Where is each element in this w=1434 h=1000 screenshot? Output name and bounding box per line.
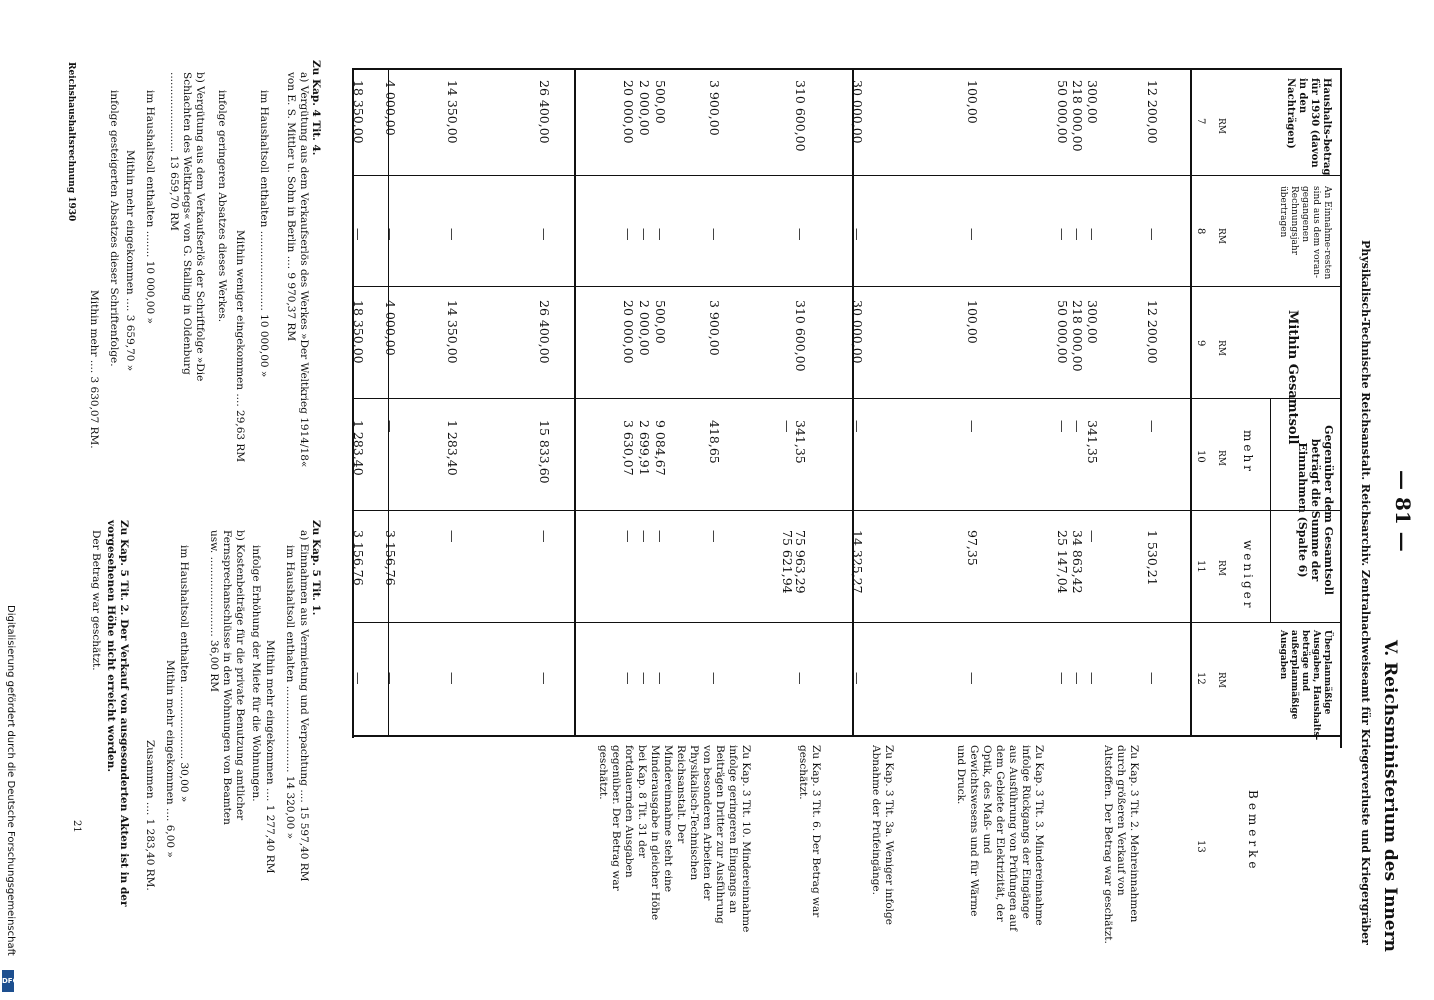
table-cell-c12: — — [707, 672, 722, 685]
column-divider — [352, 622, 1342, 623]
table-cell-c10: 9 084,67 — [653, 420, 668, 476]
table-cell-c10: 341,35 — [1085, 420, 1100, 464]
table-cell-c12: — — [383, 672, 398, 685]
footnote-kap4-a2: im Haushaltsoll enthalten ........................ 10 000,00 » — [258, 90, 270, 378]
footnote-kap5-b: b) Kostenbeiträge für die private Benutzung amtlicher Fernsprechanschlüsse in den Wohnungen von Beamten usw. ........................ 36,00 RM — [208, 530, 246, 825]
table-cell-c10: 341,35 — [793, 420, 808, 464]
table-cell-c10: 1 283,40 — [351, 420, 366, 476]
table-cell-c8: — — [351, 228, 366, 241]
table-cell-c11: — — [621, 530, 636, 543]
footer-page-number: 21 — [71, 820, 82, 833]
table-cell-c9: 30 000,00 — [850, 300, 865, 364]
table-cell-c12: — — [621, 672, 636, 685]
row-separator — [574, 68, 576, 736]
table-cell-c11: 1 530,21 — [1145, 530, 1160, 586]
table-cell-c8: — — [653, 228, 668, 241]
unit-8: RM — [1216, 228, 1226, 244]
table-cell-c9: 18 350,00 — [351, 300, 366, 364]
table-cell-c11: 25 147,04 — [1055, 530, 1070, 594]
col-header-9: Mithin Gesamtsoll — [1285, 310, 1300, 445]
table-cell-c10: 3 630,07 — [621, 420, 636, 476]
unit-7: RM — [1216, 118, 1226, 134]
table-cell-c10: — — [850, 420, 865, 433]
table-cell-c9: 50 000,00 — [1055, 300, 1070, 364]
table-cell-c11: 97,35 — [965, 530, 980, 566]
table-cell-c10: 1 283,40 — [445, 420, 460, 476]
footnote-kap4-a4: infolge geringeren Absatzes dieses Werkes. — [216, 90, 228, 323]
table-cell-c10: — — [1145, 420, 1160, 433]
table-cell-c8: — — [1055, 228, 1070, 241]
table-cell-c8: — — [1085, 228, 1100, 241]
col-number-12: 12 — [1195, 672, 1206, 685]
footnote-kap5-title: Zu Kap. 5 Tit. 1. — [310, 520, 322, 616]
column-divider — [352, 510, 1342, 511]
footnote-kap5-total: Zusammen .... 1 283,40 RM. — [144, 740, 156, 891]
table-cell-c9: 3 900,00 — [707, 300, 722, 356]
header-separator — [1190, 68, 1192, 736]
table-cell-c12: — — [1085, 672, 1100, 685]
table-cell-c7: 18 350,00 — [351, 80, 366, 144]
table-cell-c8: — — [707, 228, 722, 241]
col-header-10: mehr — [1241, 430, 1255, 474]
table-cell-c7: 12 200,00 — [1145, 80, 1160, 144]
table-cell-c9: 14 350,00 — [445, 300, 460, 364]
table-cell-c8: — — [537, 228, 552, 241]
table-cell-c7: 500,00 — [653, 80, 668, 124]
footnote-kap5-a2: im Haushaltsoll enthalten .......................... 14 320,00 » — [284, 545, 296, 840]
footnote-kap5-tit2: Zu Kap. 5 Tit. 2. Der Verkauf von ausgesonderten Akten ist in der vorgesehenen Höhe nicht erreicht worden. — [105, 520, 130, 907]
table-cell-c8: — — [1145, 228, 1160, 241]
remark-5: Zu Kap. 3 Tit. 10. Mindereinnahme infolge geringeren Eingangs an Beiträgen Dritter zur Ausführung von besonderen Arbeiten der Physikalisch-Technischen Reichsanstalt. Der Mindereinnahme steht eine Minderausgabe in gleicher Höhe bei Kap. 8 Tit. 31 der fortdauernden Ausgaben gegenüber. Der Betrag war geschätzt. — [597, 745, 752, 933]
sub-title: Physikalisch-Technische Reichsanstalt. Reichsarchiv. Zentralnachweiseamt für Kriegerverluste und Kriegergräber — [1359, 240, 1372, 945]
unit-10: RM — [1216, 450, 1226, 466]
table-cell-c10: — — [1070, 420, 1085, 433]
unit-12: RM — [1216, 672, 1226, 688]
table-cell-c7: 50 000,00 — [1055, 80, 1070, 144]
table-cell-c11: 3 156,76 — [351, 530, 366, 586]
table-cell-c12: — — [1055, 672, 1070, 685]
col-number-8: 8 — [1195, 228, 1206, 235]
table-cell-c11: — — [637, 530, 652, 543]
table-cell-c11: 3 156,76 — [383, 530, 398, 586]
remark-2: Zu Kap. 3 Tit. 3. Mindereinnahme infolge Rückgangs der Eingänge aus Ausführung von Prüfungen auf dem Gebiete der Elektrizität, der Optik, des Maß- und Gewichtswesens und für Wärme und Druck. — [955, 745, 1045, 932]
unit-11: RM — [1216, 560, 1226, 576]
footnote-kap4-total: Mithin mehr .... 3 630,07 RM. — [88, 290, 100, 449]
table-cell-c9: 26 400,00 — [537, 300, 552, 364]
unit-9: RM — [1216, 340, 1226, 356]
table-cell-c12: — — [793, 672, 808, 685]
col-number-13: 13 — [1195, 840, 1206, 853]
table-cell-c7: 310 600,00 — [793, 80, 808, 152]
table-cell-c7: 218 000,00 — [1070, 80, 1085, 152]
column-divider — [352, 68, 1342, 70]
table-cell-c10: — — [780, 420, 795, 433]
table-cell-c8: — — [621, 228, 636, 241]
footnote-kap4-a3: Mithin weniger eingekommen .... 29,63 RM — [234, 230, 246, 463]
col-header-12: Überplanmäßige Ausgaben, Haushalts-beträge und außerplanmäßige Ausgaben — [1278, 630, 1332, 741]
table-cell-c12: — — [965, 672, 980, 685]
footnote-kap5-tit2b: Der Betrag war geschätzt. — [90, 530, 102, 671]
table-outer-line — [352, 68, 354, 738]
table-cell-c12: — — [653, 672, 668, 685]
footnote-kap4-b3: Mithin mehr eingekommen .... 3 659,70 » — [124, 150, 136, 372]
table-cell-c12: — — [850, 672, 865, 685]
table-cell-c10: — — [383, 420, 398, 433]
table-outer-line-right — [1340, 68, 1342, 748]
table-cell-c11: — — [653, 530, 668, 543]
table-cell-c11: — — [707, 530, 722, 543]
footnote-kap4-b2: im Haushaltsoll enthalten ........ 10 000,00 » — [144, 90, 156, 324]
table-cell-c7: 4 000,00 — [383, 80, 398, 136]
table-cell-c12: — — [537, 672, 552, 685]
table-cell-c10: — — [1055, 420, 1070, 433]
remark-4: Zu Kap. 3 Tit. 6. Der Betrag war geschätzt. — [797, 745, 822, 918]
footnote-kap5-b2: im Haushaltsoll enthalten ...................... 30,00 » — [178, 545, 190, 803]
footnote-kap4-b4: infolge gesteigerten Absatzes dieser Schriftenfolge. — [108, 90, 120, 367]
row-separator — [388, 68, 389, 736]
column-divider — [352, 286, 1342, 287]
table-cell-c9: 310 600,00 — [793, 300, 808, 372]
column-divider — [352, 398, 1342, 399]
table-cell-c11: 75 963,29 — [793, 530, 808, 594]
remark-3: Zu Kap. 3 Tit. 3a. Weniger infolge Abnahme der Prüfeingänge. — [870, 745, 895, 925]
table-cell-c12: — — [445, 672, 460, 685]
col-number-9: 9 — [1195, 340, 1206, 347]
table-cell-c10: 418,65 — [707, 420, 722, 464]
group-header: Gegenüber dem Gesamtsoll beträgt die Summe der Einnahmen (Spalte 6) — [1296, 425, 1335, 595]
footnote-kap4-title: Zu Kap. 4 Tit. 4. — [310, 60, 322, 156]
table-cell-c10: 15 833,60 — [537, 420, 552, 484]
table-cell-c11: — — [445, 530, 460, 543]
footer-left: Reichshaushaltsrechnung 1930 — [66, 62, 76, 222]
table-cell-c9: 4 000,00 — [383, 300, 398, 356]
footnote-kap5-a3: Mithin mehr eingekommen .... 1 277,40 RM — [264, 640, 276, 874]
footnote-kap4-a: a) Vergütung aus dem Verkaufserlös des Werkes »Der Weltkrieg 1914/18« von E. S. Mittler u. Sohn in Berlin .... 9 970,37 RM — [285, 72, 310, 468]
table-cell-c7: 30 000,00 — [850, 80, 865, 144]
table-cell-c12: — — [637, 672, 652, 685]
col-number-11: 11 — [1195, 560, 1206, 573]
table-cell-c7: 14 350,00 — [445, 80, 460, 144]
col-number-7: 7 — [1195, 118, 1206, 125]
table-cell-c12: — — [351, 672, 366, 685]
table-cell-c8: — — [445, 228, 460, 241]
table-cell-c9: 300,00 — [1085, 300, 1100, 344]
table-cell-c11: — — [537, 530, 552, 543]
table-cell-c9: 2 000,00 — [637, 300, 652, 356]
table-cell-c7: 2 000,00 — [637, 80, 652, 136]
page-number: — 81 — — [1391, 470, 1415, 552]
table-cell-c11: — — [1085, 530, 1100, 543]
table-cell-c11: 34 863,42 — [1070, 530, 1085, 594]
column-divider — [352, 735, 1342, 737]
col-header-13: Bemerke — [1246, 790, 1260, 873]
table-cell-c8: — — [637, 228, 652, 241]
table-cell-c7: 3 900,00 — [707, 80, 722, 136]
table-cell-c11: 75 621,94 — [780, 530, 795, 594]
dfg-logo-icon: DFG — [2, 970, 14, 992]
col-header-8: An Einnahme-resten sind aus dem voran-gegangenen Rechnungsjahr übertragen — [1278, 186, 1332, 280]
table-cell-c7: 26 400,00 — [537, 80, 552, 144]
table-cell-c7: 20 000,00 — [621, 80, 636, 144]
table-cell-c8: — — [793, 228, 808, 241]
table-cell-c10: 2 699,91 — [637, 420, 652, 476]
row-separator — [852, 68, 854, 736]
footnote-kap5-a: a) Einnahmen aus Vermietung und Verpachtung .... 15 597,40 RM — [298, 530, 310, 882]
subheader-separator — [1270, 398, 1271, 622]
table-cell-c8: — — [850, 228, 865, 241]
table-cell-c9: 218 000,00 — [1070, 300, 1085, 372]
table-cell-c7: 300,00 — [1085, 80, 1100, 124]
table-cell-c9: 20 000,00 — [621, 300, 636, 364]
footnote-kap5-b3: Mithin mehr eingekommen .... 6,00 » — [164, 660, 176, 858]
table-cell-c12: — — [1145, 672, 1160, 685]
digitization-note: Digitalisierung gefördert durch die Deutsche Forschungsgemeinschaft — [5, 605, 16, 956]
table-cell-c9: 100,00 — [965, 300, 980, 344]
col-header-7: Haushalts-betrag für 1930 (davon in den Nachträgen) — [1285, 78, 1332, 176]
table-cell-c9: 500,00 — [653, 300, 668, 344]
col-header-11: weniger — [1241, 540, 1255, 611]
table-cell-c8: — — [965, 228, 980, 241]
table-cell-c11: 14 325,27 — [850, 530, 865, 594]
section-title: V. Reichsministerium des Innern — [1380, 640, 1400, 952]
table-cell-c8: — — [1070, 228, 1085, 241]
table-cell-c7: 100,00 — [965, 80, 980, 124]
column-divider — [352, 175, 1342, 176]
table-cell-c12: — — [1070, 672, 1085, 685]
remark-1: Zu Kap. 3 Tit. 2. Mehreinnahmen durch größeren Verkauf von Altstoffen. Der Betrag war geschätzt. — [1102, 745, 1140, 944]
table-cell-c8: — — [383, 228, 398, 241]
col-number-10: 10 — [1195, 450, 1206, 463]
table-cell-c10: — — [965, 420, 980, 433]
table-cell-c9: 12 200,00 — [1145, 300, 1160, 364]
footnote-kap4-b: b) Vergütung aus dem Verkaufserlös der Schriftfolge »Die Schlachten des Weltkriegs« von G. Stalling in Oldenburg ........................ 13 659,70 RM — [168, 72, 206, 382]
footnote-kap5-a4: infolge Erhöhung der Miete für die Wohnungen. — [250, 545, 262, 802]
